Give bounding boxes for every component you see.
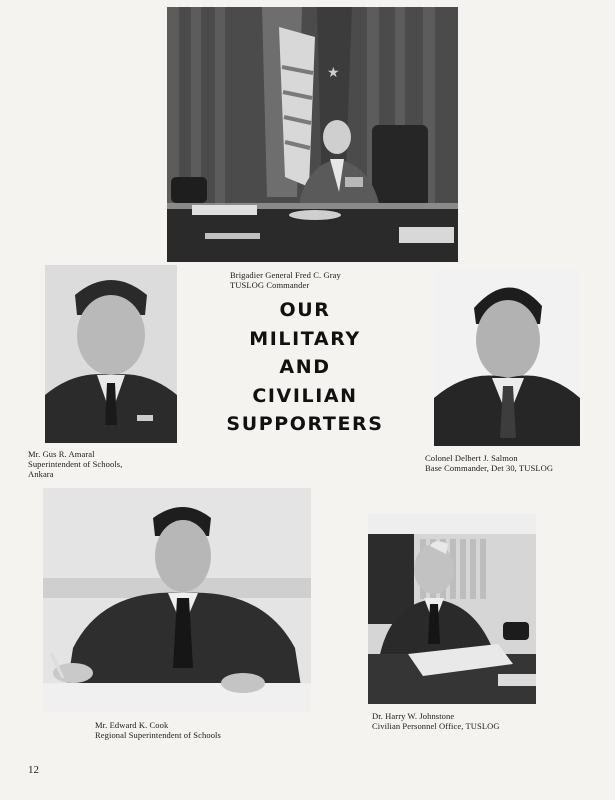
headline-line-1: OUR: [279, 299, 331, 321]
svg-text:★: ★: [327, 65, 340, 81]
headline-line-4: CIVILIAN: [252, 384, 358, 407]
page-number: 12: [28, 764, 39, 776]
photo-delbert-salmon-image: [434, 268, 580, 446]
photo-edward-cook: [43, 488, 311, 712]
photo-delbert-salmon: [434, 268, 580, 446]
caption-gus-amaral-title: Superintendent of Schools,: [28, 459, 123, 469]
caption-edward-cook-name: Mr. Edward K. Cook: [95, 720, 169, 730]
caption-harry-johnstone-title: Civilian Personnel Office, TUSLOG: [372, 721, 500, 731]
caption-general-gray-name: Brigadier General Fred C. Gray: [230, 270, 341, 280]
caption-delbert-salmon: [425, 453, 553, 473]
caption-general-gray: [230, 270, 341, 290]
photo-general-gray-image: [167, 7, 458, 262]
caption-gus-amaral-name: Mr. Gus R. Amaral: [28, 449, 95, 459]
page-headline: [200, 296, 410, 439]
caption-edward-cook-title: Regional Superintendent of Schools: [95, 730, 221, 740]
headline-line-2: MILITARY: [249, 327, 361, 350]
headline-line-3: AND: [279, 356, 331, 378]
caption-delbert-salmon-title: Base Commander, Det 30, TUSLOG: [425, 463, 554, 473]
caption-edward-cook: [95, 720, 221, 740]
photo-gus-amaral: [45, 265, 177, 443]
caption-delbert-salmon-name: Colonel Delbert J. Salmon: [425, 453, 518, 463]
photo-gus-amaral-image: [45, 265, 177, 443]
caption-harry-johnstone-name: Dr. Harry W. Johnstone: [372, 711, 455, 721]
photo-harry-johnstone-image: [368, 514, 536, 704]
photo-harry-johnstone: [368, 514, 536, 704]
photo-general-gray: [167, 7, 458, 262]
caption-gus-amaral-location: Ankara: [28, 469, 54, 479]
caption-general-gray-title: TUSLOG Commander: [230, 280, 310, 290]
caption-harry-johnstone: [372, 711, 500, 731]
caption-gus-amaral: [28, 449, 122, 479]
photo-edward-cook-image: [43, 488, 311, 712]
headline-line-5: SUPPORTERS: [226, 413, 384, 435]
